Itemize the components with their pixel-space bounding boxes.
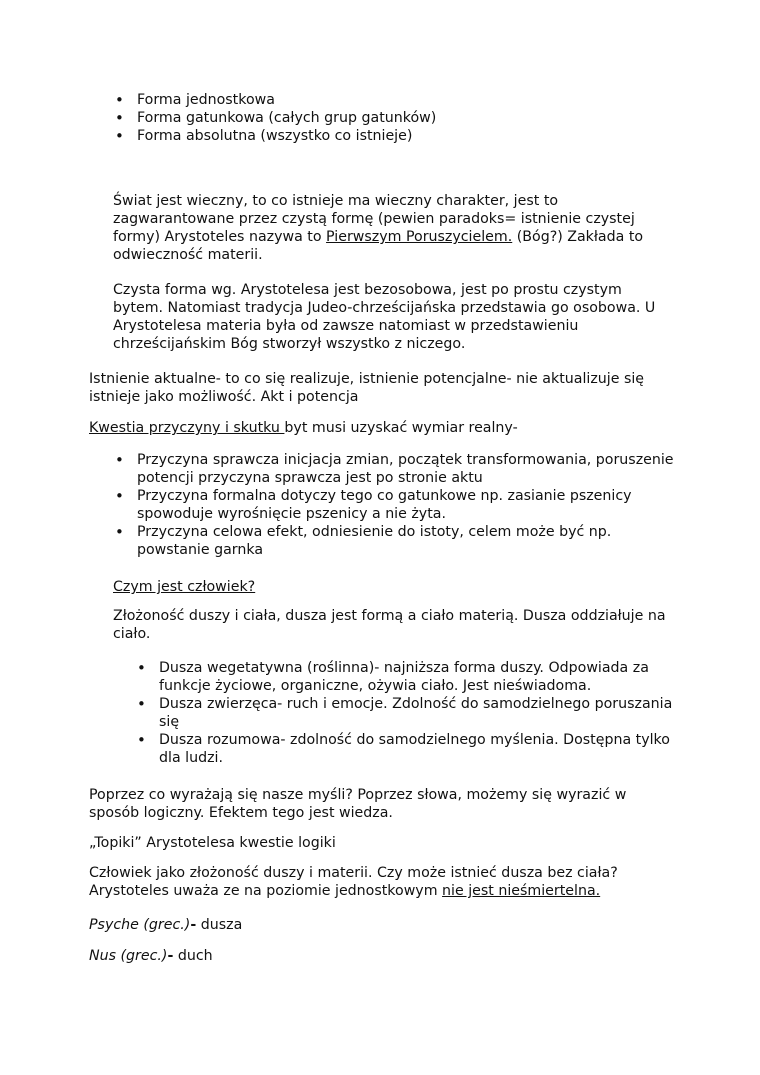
list-item: • Dusza zwierzęca- ruch i emocje. Zdolność do samodzielnego poruszania się bbox=[159, 695, 679, 731]
prime-mover-term: Pierwszym Poruszycielem. bbox=[326, 229, 513, 245]
paragraph-text: Człowiek jako złożoność duszy i materii. Czy może istnieć dusza bez ciała? Arystoteles uważa ze na poziomie jednostkowym bbox=[89, 865, 618, 899]
form-types-list bbox=[137, 91, 697, 145]
term-psyche bbox=[89, 916, 489, 934]
term-definition: dusza bbox=[196, 917, 243, 933]
term-name: Psyche (grec.) bbox=[89, 917, 191, 933]
term-dash: - bbox=[167, 948, 174, 964]
paragraph-soul-body: Złożoność duszy i ciała, dusza jest formą a ciało materią. Dusza oddziałuje na ciało. bbox=[113, 608, 666, 642]
paragraph-topics: „Topiki” Arystotelesa kwestie logiki bbox=[89, 835, 336, 851]
term-dash: - bbox=[190, 917, 197, 933]
list-item: • Forma absolutna (wszystko co istnieje) bbox=[137, 127, 697, 145]
cause-effect-heading: Kwestia przyczyny i skutku bbox=[89, 420, 285, 436]
paragraph-soul-matter bbox=[89, 864, 669, 900]
list-item: • Przyczyna sprawcza inicjacja zmian, początek transformowania, poruszenie potencji przyczyna sprawcza jest po stronie aktu bbox=[137, 451, 677, 487]
list-item: • Przyczyna celowa efekt, odniesienie do istoty, celem może być np. powstanie garnka bbox=[137, 523, 677, 559]
paragraph-cause-effect bbox=[89, 419, 679, 437]
paragraph-text: Świat jest wieczny, to co istnieje ma wieczny charakter, jest to zagwarantowane przez czystą formę (pewien paradoks= istnienie czystej formy) Arystoteles nazywa to bbox=[113, 193, 635, 245]
soul-types-list bbox=[159, 659, 679, 767]
list-item: • Przyczyna formalna dotyczy tego co gatunkowe np. zasianie pszenicy spowoduje wyrośnięcie pszenicy a nie żyta. bbox=[137, 487, 677, 523]
list-item: • Forma gatunkowa (całych grup gatunków) bbox=[137, 109, 697, 127]
list-item: • Dusza wegetatywna (roślinna)- najniższa forma duszy. Odpowiada za funkcje życiowe, organiczne, ożywia ciało. Jest nieświadoma. bbox=[159, 659, 679, 695]
section-heading-human: Czym jest człowiek? bbox=[113, 579, 256, 595]
paragraph-pure-form: Czysta forma wg. Arystotelesa jest bezosobowa, jest po prostu czystym bytem. Natomiast tradycja Judeo-chrześcijańska przedstawia go osobowa. U Arystotelesa materia była od zawsze natomiast w przedstawieniu chrześcijańskim Bóg stworzył wszystko z niczego. bbox=[113, 282, 656, 352]
term-definition: duch bbox=[173, 948, 213, 964]
term-nus bbox=[89, 947, 489, 965]
causes-list bbox=[137, 451, 677, 559]
not-immortal-phrase: nie jest nieśmiertelna. bbox=[442, 883, 601, 899]
term-name: Nus (grec.) bbox=[89, 948, 168, 964]
list-item: • Forma jednostkowa bbox=[137, 91, 697, 109]
paragraph-actual-potential: Istnienie aktualne- to co się realizuje, istnienie potencjalne- nie aktualizuje się istnieje jako możliwość. Akt i potencja bbox=[89, 371, 645, 405]
paragraph-thoughts: Poprzez co wyrażają się nasze myśli? Poprzez słowa, możemy się wyrazić w sposób logiczny. Efektem tego jest wiedza. bbox=[89, 787, 627, 821]
list-item: • Dusza rozumowa- zdolność do samodzielnego myślenia. Dostępna tylko dla ludzi. bbox=[159, 731, 679, 767]
paragraph-text: (Bóg?) Zakłada to odwieczność materii. bbox=[113, 229, 644, 263]
paragraph-text: byt musi uzyskać wymiar realny- bbox=[284, 420, 518, 436]
paragraph-eternal-world bbox=[113, 192, 658, 264]
